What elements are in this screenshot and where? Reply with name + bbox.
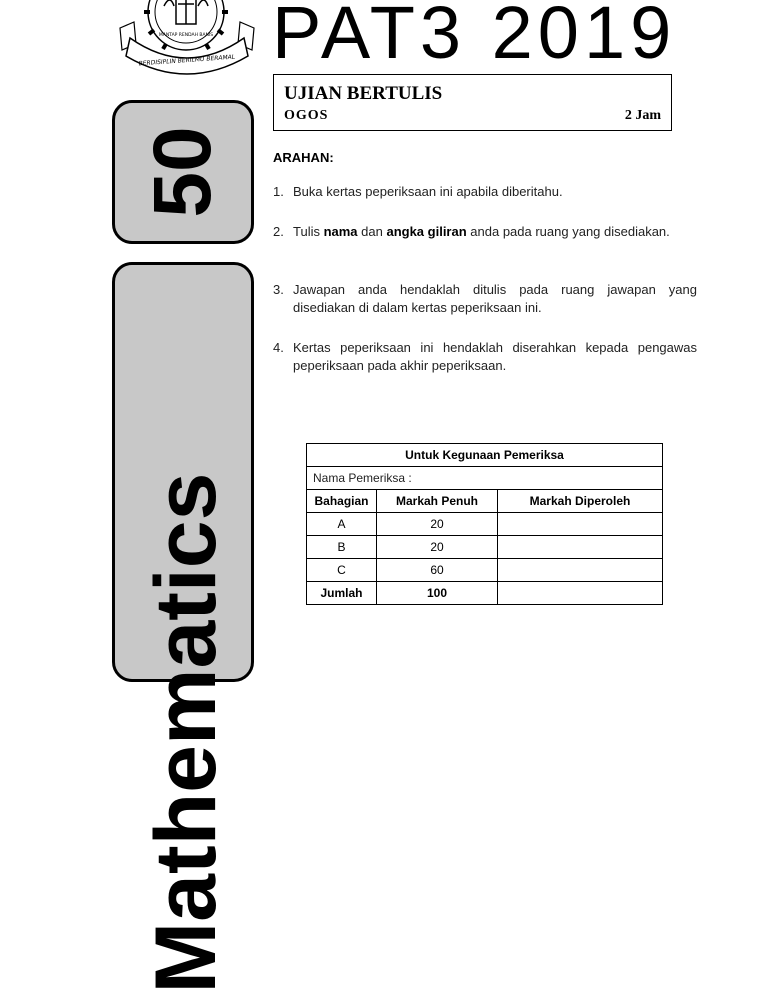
instruction-text-part: anda pada ruang yang disediakan. [466,224,670,239]
total-label: Jumlah [307,582,377,605]
table-row [307,513,663,536]
crest-ribbon-motto: BERDISIPLIN BERILMU BERAMAL [138,53,236,68]
instruction-item [273,183,697,201]
instruction-bold-index: angka giliran [386,224,467,239]
subject-tab [112,262,254,993]
instruction-text: Buka kertas peperiksaan ini apabila diberitahu. [293,184,563,199]
instruction-text-part: dan [357,224,387,239]
crest-top-motto: MANTAP RENDAH BANIS [158,33,214,38]
paper-info-box [273,74,672,131]
instructions-heading: ARAHAN: [273,150,334,165]
table-row [307,559,663,582]
exam-title: PAT3 2019 [272,0,677,74]
full-marks-cell: 60 [377,559,498,582]
instruction-text [293,223,697,241]
school-crest-logo [112,0,262,75]
marks-obtained-cell [498,513,663,536]
instruction-item [273,281,697,317]
instruction-text-part: Tulis [293,224,324,239]
instruction-text: Jawapan anda hendaklah ditulis pada ruang jawapan yang disediakan di dalam kertas peperiksaan ini. [293,282,697,315]
instruction-text: Kertas peperiksaan ini hendaklah diserahkan kepada pengawas peperiksaan pada akhir peperiksaan. [293,340,697,373]
instruction-number: 4. [273,340,284,355]
full-marks-cell: 20 [377,513,498,536]
paper-code-tab [112,100,254,244]
column-header-marks-obtained: Markah Diperoleh [498,490,663,513]
paper-code: 50 [137,126,228,218]
marks-obtained-cell [498,559,663,582]
examiner-table [306,443,663,605]
section-cell: C [307,559,377,582]
examiner-name-label: Nama Pemeriksa : [307,467,663,490]
table-row [307,536,663,559]
paper-title: UJIAN BERTULIS [284,83,443,104]
marks-obtained-cell [498,536,663,559]
column-header-full-marks: Markah Penuh [377,490,498,513]
instruction-bold-name: nama [323,224,358,239]
total-obtained-cell [498,582,663,605]
instruction-number: 3. [273,282,284,297]
section-cell: B [307,536,377,559]
subject-name: Mathematics [138,472,234,993]
examiner-table-title: Untuk Kegunaan Pemeriksa [307,444,663,467]
instruction-number: 2. [273,224,284,239]
paper-duration: 2 Jam [624,108,661,123]
instruction-number: 1. [273,184,284,199]
full-marks-cell: 20 [377,536,498,559]
section-cell: A [307,513,377,536]
column-header-section: Bahagian [307,490,377,513]
paper-month: OGOS [284,108,329,123]
total-row [307,582,663,605]
instruction-item [273,339,697,375]
total-value: 100 [377,582,498,605]
instruction-item [273,223,697,241]
